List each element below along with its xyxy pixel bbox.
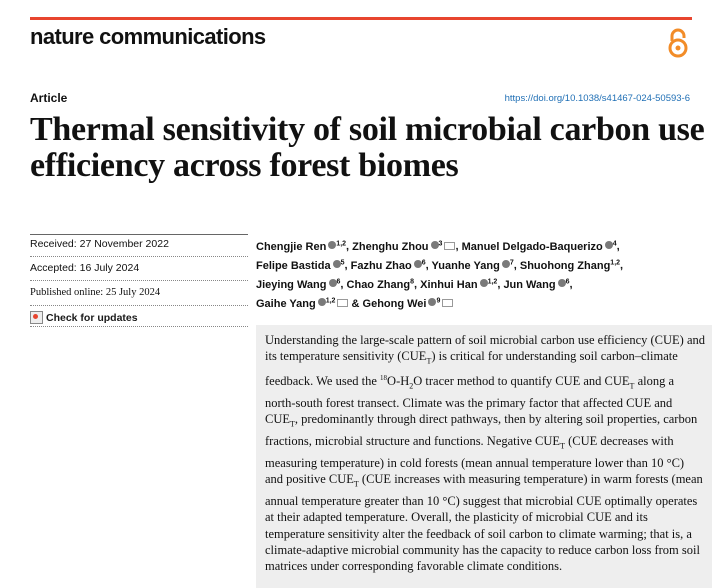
doi-link[interactable]: https://doi.org/10.1038/s41467-024-50593-6 <box>504 93 690 104</box>
divider <box>30 280 248 281</box>
journal-name[interactable]: nature communications <box>30 24 266 49</box>
orcid-icon[interactable] <box>558 279 566 287</box>
orcid-icon[interactable] <box>480 279 488 287</box>
divider <box>30 256 248 257</box>
divider <box>30 305 248 306</box>
author[interactable]: Chao Zhang$^8$ <box>346 278 414 291</box>
top-accent-bar <box>30 17 692 20</box>
open-access-icon <box>666 27 690 59</box>
author[interactable]: Yuanhe Yang $^7$ <box>431 259 514 272</box>
article-type: Article <box>30 91 68 105</box>
orcid-icon[interactable] <box>502 260 510 268</box>
orcid-icon[interactable] <box>431 241 439 249</box>
author-list: Chengjie Ren $^{1,2}$, Zhenghu Zhou $^3$ , Manuel Delgado-Baquerizo $^4$, Felipe Bastida $^5$, Fazhu Zhao $^6$, Yuanhe Yang $^7$, Shuohong Zhang$^{1,2}$, Jieying Wang $^6$, Chao Zhang$^8$, Xinhui Han $^{1,2}$, Jun Wang $^6$, Gaihe Yang $^{1,2}$ & Gehong Wei $^9$ <box>256 240 624 311</box>
author[interactable]: Chengjie Ren $^{1,2}$ <box>256 240 347 253</box>
email-icon[interactable] <box>444 242 455 250</box>
orcid-icon[interactable] <box>605 241 613 249</box>
author[interactable]: Jun Wang $^6$ <box>503 278 570 291</box>
author[interactable]: Shuohong Zhang$^{1,2}$ <box>519 259 621 272</box>
author[interactable]: Gaihe Yang $^{1,2}$ <box>256 298 348 310</box>
orcid-icon[interactable] <box>414 260 422 268</box>
divider <box>30 234 248 235</box>
email-icon[interactable] <box>442 299 453 307</box>
author[interactable]: Xinhui Han $^{1,2}$ <box>420 278 498 291</box>
orcid-icon[interactable] <box>333 260 341 268</box>
accepted-date: Accepted: 16 July 2024 <box>30 262 140 274</box>
author[interactable]: Fazhu Zhao $^6$ <box>350 259 426 272</box>
abstract-text: Understanding the large-scale pattern of soil microbial carbon use efficiency (CUE) and its temperature sensitivity $(CUE_T)$ is critical for understanding soil carbon–climate feedback. We used the $^{18}O-H_2O$ tracer method to quantify CUE and $CUE_T$ along a north-south forest transect. Climate was the primary factor that affected CUE and $CUE_T$, predominantly through direct pathways, then by altering soil properties, carbon fractions, microbial structure and functions. Negative $CUE_T$ (CUE decreases with measuring temperature) in cold forests (mean annual temperature lower than 10 °C) and positive $CUE_T$ (CUE increases with measuring temperature) in warm forests (mean annual temperature greater than 10 °C) suggest that microbial CUE optimally operates at their adapted temperature. Overall, the plasticity of microbial CUE and its temperature sensitivity alter the feedback of soil carbon to climate warming; that is, a climate-adaptive microbial community has the capacity to reduce carbon loss from soil matrices under corresponding favorable climate conditions. <box>265 333 706 574</box>
author[interactable]: Manuel Delgado-Baquerizo $^4$ <box>461 240 617 253</box>
received-date: Received: 27 November 2022 <box>30 238 169 250</box>
article-title: Thermal sensitivity of soil microbial carbon use efficiency across forest biomes <box>30 111 705 184</box>
check-for-updates-button[interactable] <box>30 311 138 324</box>
author[interactable]: Jieying Wang $^6$ <box>256 278 341 291</box>
orcid-icon[interactable] <box>329 279 337 287</box>
divider <box>30 326 248 327</box>
orcid-icon[interactable] <box>318 298 326 306</box>
author[interactable]: Zhenghu Zhou $^3$ <box>352 241 455 253</box>
author[interactable]: Felipe Bastida $^5$ <box>256 259 345 272</box>
check-updates-label: Check for updates <box>46 311 138 324</box>
check-updates-icon <box>30 311 43 324</box>
published-date: Published online: 25 July 2024 <box>30 287 161 298</box>
author[interactable]: & Gehong Wei $^9$ <box>352 298 454 310</box>
email-icon[interactable] <box>337 299 348 307</box>
